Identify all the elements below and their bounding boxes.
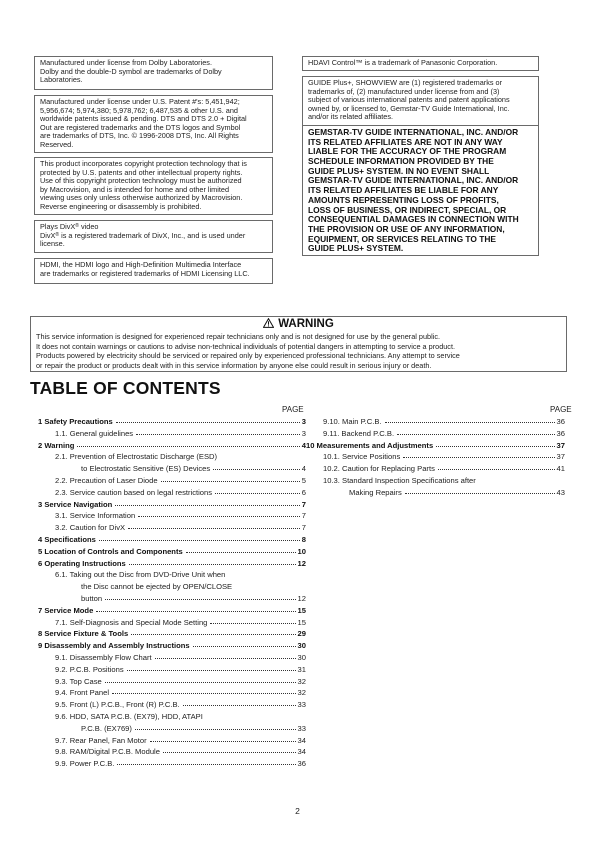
toc-leader-dots: [135, 729, 296, 730]
toc-entry[interactable]: [38, 618, 306, 628]
toc-entry-title: 10.3. Standard Inspection Specifications after: [323, 476, 476, 485]
toc-entry[interactable]: [306, 476, 565, 486]
toc-entry-title: 9.9. Power P.C.B.: [55, 759, 115, 769]
toc-entry-page: 6: [301, 487, 306, 497]
toc-entry-page: 10: [297, 546, 306, 556]
toc-leader-dots: [405, 493, 555, 494]
toc-entry-title: 2.2. Precaution of Laser Diode: [55, 476, 158, 485]
disclaimer-line: GUIDE PLUS+ SYSTEM. IN NO EVENT SHALL: [308, 165, 490, 176]
page-number: 2: [295, 806, 300, 816]
toc-entry-page: 32: [297, 688, 306, 698]
toc-entry-title: 7.1. Self-Diagnosis and Special Mode Setting: [55, 617, 208, 627]
toc-entry-page: 3: [301, 428, 306, 438]
toc-entry[interactable]: [306, 464, 565, 474]
guide-plus-line: owned by, or licensed to, Gemstar-TV Guide International, Inc.: [308, 103, 510, 113]
toc-entry-title: 6 Operating Instructions: [38, 558, 126, 568]
toc-entry-title: P.C.B. (EX769): [81, 723, 132, 733]
toc-entry[interactable]: [38, 535, 306, 545]
toc-entry-title: 9.6. HDD, SATA P.C.B. (EX79), HDD, ATAPI: [55, 712, 203, 721]
disclaimer-line: GEMSTAR-TV GUIDE INTERNATIONAL, INC. AND/OR: [308, 126, 519, 137]
notice-text: DivX: [40, 230, 56, 240]
toc-leader-dots: [161, 481, 300, 482]
toc-entry[interactable]: [38, 488, 306, 498]
guide-plus-notice: [302, 76, 539, 256]
disclaimer-line: CONSEQUENTIAL DAMAGES IN CONNECTION WITH: [308, 214, 519, 225]
notice-text: 5,956,674; 5,974,380; 5,978,762; 6,487,535 & other U.S. and: [40, 105, 238, 115]
toc-leader-dots: [215, 493, 300, 494]
toc-entry-page: 30: [297, 653, 306, 662]
warning-line: This service information is designed for experienced repair technicians only and is not designed for use by the general public.: [36, 332, 440, 341]
toc-entry-title: 9 Disassembly and Assembly Instructions: [38, 641, 190, 651]
warning-line: It does not contain warnings or cautions to advise non-technical individuals of potential dangers in attempting to service a product.: [36, 341, 456, 351]
toc-entry-page: 12: [297, 558, 306, 568]
toc-entry[interactable]: [38, 724, 306, 734]
toc-entry-title: 10.1. Service Positions: [323, 452, 401, 462]
toc-entry-title: 9.5. Front (L) P.C.B., Front (R) P.C.B.: [55, 700, 180, 710]
toc-entry-page: 4: [301, 464, 306, 474]
toc-entry-title: the Disc cannot be ejected by OPEN/CLOSE: [81, 582, 233, 592]
notice-line: [40, 232, 267, 241]
toc-entry[interactable]: [38, 441, 306, 451]
toc-page-label-right: PAGE: [550, 405, 572, 414]
toc-entry-title: 2 Warning: [38, 440, 75, 450]
toc-leader-dots: [385, 422, 555, 423]
toc-entry-title: 4 Specifications: [38, 535, 96, 544]
toc-entry-page: 30: [297, 641, 306, 651]
toc-entry-title: 9.7. Rear Panel, Fan Motor: [55, 735, 147, 745]
toc-entry[interactable]: [38, 712, 306, 722]
toc-leader-dots: [193, 646, 296, 647]
toc-entry-title: 6.1. Taking out the Disc from DVD-Drive Unit when: [55, 570, 226, 580]
dolby-notice: [34, 56, 273, 90]
toc-entry[interactable]: [38, 582, 306, 592]
notice-line: [40, 240, 267, 249]
notice-text: by Macrovision, and is intended for home and other limited: [40, 184, 230, 194]
toc-entry-title: button: [81, 594, 103, 603]
notice-text: Plays DivX: [40, 222, 76, 231]
toc-entry-title: 2.1. Prevention of Electrostatic Discharge (ESD): [55, 452, 218, 462]
toc-entry-page: 34: [297, 747, 306, 757]
warning-triangle-icon: [263, 318, 274, 328]
toc-entry-page: 37: [556, 440, 565, 450]
toc-entry[interactable]: [38, 570, 306, 580]
toc-entry[interactable]: [38, 464, 306, 474]
notice-line: [40, 270, 267, 279]
notice-text: This product incorporates copyright protection technology that is: [40, 159, 247, 168]
notice-line: [40, 76, 267, 85]
notice-text: worldwide patents issued & pending. DTS and DTS 2.0 + Digital: [40, 114, 247, 124]
registered-mark: ®: [55, 231, 60, 238]
toc-leader-dots: [117, 764, 296, 765]
toc-entry-title: to Electrostatic Sensitive (ES) Devices: [81, 464, 211, 474]
toc-entry[interactable]: [38, 747, 306, 757]
warning-text: [36, 332, 562, 370]
hdavi-notice: [302, 56, 539, 71]
toc-entry[interactable]: [38, 500, 306, 510]
toc-leader-dots: [127, 670, 296, 671]
toc-entry[interactable]: [306, 417, 565, 427]
toc-leader-dots: [213, 469, 300, 470]
disclaimer-line: ITS RELATED AFFILIATES ARE NOT IN ANY WAY: [308, 136, 503, 147]
toc-entry[interactable]: [38, 677, 306, 687]
guide-plus-line: trademarks of, (2) manufactured under license from and (3): [308, 86, 500, 96]
toc-leader-dots: [403, 457, 555, 458]
toc-entry-title: Making Repairs: [349, 487, 402, 497]
toc-leader-dots: [77, 446, 300, 447]
hdmi-notice: [34, 258, 273, 284]
toc-entry-title: 9.11. Backend P.C.B.: [323, 428, 395, 438]
notice-text: are trademarks of DTS, Inc. © 1996-2008 DTS, Inc. All Rights: [40, 131, 239, 141]
notice-line: [40, 203, 267, 212]
toc-entry[interactable]: [306, 441, 565, 451]
disclaimer-line: AMOUNTS REPRESENTING LOSS OF PROFITS,: [308, 194, 499, 205]
notice-text: Out are registered trademarks and the DTS logos and Symbol: [40, 122, 241, 132]
toc-leader-dots: [131, 634, 296, 635]
toc-entry-page: 33: [297, 723, 306, 733]
toc-entry[interactable]: [38, 653, 306, 663]
toc-entry[interactable]: [38, 511, 306, 521]
toc-entry-page: 5: [301, 476, 306, 485]
toc-entry-title: 8 Service Fixture & Tools: [38, 629, 129, 639]
toc-leader-dots: [129, 564, 296, 565]
toc-leader-dots: [397, 434, 555, 435]
toc-entry-title: 9.1. Disassembly Flow Chart: [55, 653, 152, 662]
toc-entry-page: 33: [297, 700, 306, 710]
toc-entry-title: 3.1. Service Information: [55, 511, 136, 521]
toc-leader-dots: [150, 741, 296, 742]
notice-line: [40, 141, 267, 150]
hdavi-text: HDAVI Control™ is a trademark of Panasonic Corporation.: [308, 58, 498, 67]
toc-entry-title: 10.2. Caution for Replacing Parts: [323, 464, 435, 474]
toc-entry-page: 36: [556, 417, 565, 426]
disclaimer-line: ITS RELATED AFFILIATES BE LIABLE FOR ANY: [308, 185, 499, 196]
toc-entry-title: 3 Service Navigation: [38, 499, 113, 509]
notice-text: Laboratories.: [40, 75, 83, 85]
toc-entry-page: 15: [297, 605, 306, 615]
notice-text: HDMI, the HDMI logo and High-Definition Multimedia Interface: [40, 260, 242, 269]
toc-entry-page: 29: [297, 629, 306, 639]
toc-entry-title: 9.2. P.C.B. Positions: [55, 664, 124, 674]
toc-entry[interactable]: [38, 523, 306, 533]
toc-entry[interactable]: [306, 488, 565, 498]
toc-entry-page: 32: [297, 676, 306, 686]
disclaimer-line: LOSS OF BUSINESS, OR INDIRECT, SPECIAL, OR: [308, 204, 507, 215]
toc-leader-dots: [163, 752, 296, 753]
notice-line: [40, 132, 267, 141]
toc-entry-page: 36: [556, 428, 565, 438]
toc-left-column: [38, 417, 306, 777]
notice-text: are trademarks or registered trademarks of HDMI Licensing LLC.: [40, 268, 250, 278]
toc-entry-page: 12: [297, 594, 306, 603]
toc-leader-dots: [183, 705, 296, 706]
toc-entry-page: 31: [297, 664, 306, 674]
toc-entry[interactable]: [38, 641, 306, 651]
macrovision-notice: [34, 157, 273, 215]
toc-entry-page: 43: [556, 487, 565, 497]
toc-leader-dots: [115, 505, 300, 506]
toc-leader-dots: [155, 658, 296, 659]
disclaimer-line: EQUIPMENT, OR SERVICES RELATING TO THE: [308, 233, 496, 244]
toc-entry-page: 7: [301, 499, 306, 509]
toc-entry[interactable]: [38, 417, 306, 427]
toc-entry-title: 1.1. General guidelines: [55, 428, 134, 438]
toc-entry-page: 4: [301, 440, 306, 450]
notice-text: license.: [40, 239, 65, 249]
toc-leader-dots: [116, 422, 300, 423]
toc-entry-page: 15: [297, 617, 306, 627]
toc-entry-title: 10 Measurements and Adjustments: [306, 440, 434, 450]
warning-title: WARNING: [278, 318, 334, 330]
toc-leader-dots: [105, 599, 296, 600]
notice-text: is a registered trademark of DivX, Inc., and is used under: [59, 230, 246, 240]
toc-leader-dots: [128, 528, 300, 529]
warning-line: Products powered by electricity should be serviced or repaired only by experienced professional technicians. Any attempt to service: [36, 351, 460, 361]
toc-leader-dots: [210, 623, 296, 624]
notice-text: Use of this copyright protection technology must be authorized: [40, 176, 242, 186]
toc-entry-page: 7: [301, 511, 306, 521]
disclaimer-line: SCHEDULE INFORMATION PROVIDED BY THE: [308, 156, 494, 167]
toc-entry[interactable]: [306, 452, 565, 462]
divx-notice: [34, 220, 273, 253]
toc-entry-page: 7: [301, 523, 306, 533]
toc-entry-page: 34: [297, 735, 306, 745]
toc-entry-page: 3: [301, 417, 306, 426]
toc-entry-title: 9.8. RAM/Digital P.C.B. Module: [55, 747, 160, 757]
toc-entry-title: 9.4. Front Panel: [55, 688, 110, 698]
toc-entry[interactable]: [38, 700, 306, 710]
toc-page-label-left: PAGE: [282, 405, 304, 414]
toc-leader-dots: [438, 469, 555, 470]
notice-text: Reverse engineering or disassembly is prohibited.: [40, 201, 202, 211]
toc-entry-page: 37: [556, 452, 565, 462]
notice-text: viewing uses only unless otherwise authorized by Macrovision.: [40, 193, 243, 203]
toc-entry-title: 7 Service Mode: [38, 605, 94, 615]
toc-leader-dots: [96, 611, 296, 612]
warning-line: or repair the product or products dealt with in this service information by anyone else could result in serious injury or death.: [36, 360, 432, 370]
notice-text: Reserved.: [40, 139, 74, 149]
toc-leader-dots: [112, 693, 296, 694]
toc-title: TABLE OF CONTENTS: [30, 378, 221, 398]
notice-text: video: [78, 222, 99, 231]
toc-leader-dots: [136, 434, 300, 435]
guide-plus-line: and/or its related affiliates.: [308, 112, 394, 122]
toc-entry[interactable]: [38, 688, 306, 698]
toc-entry[interactable]: [38, 429, 306, 439]
toc-entry[interactable]: [38, 629, 306, 639]
toc-entry[interactable]: [38, 759, 306, 769]
toc-entry-title: 3.2. Caution for DivX: [55, 523, 126, 533]
disclaimer-line: LIABLE FOR THE ACCURACY OF THE PROGRAM: [308, 146, 507, 157]
warning-heading: [31, 318, 566, 331]
toc-entry-page: 41: [556, 464, 565, 474]
toc-entry-page: 8: [301, 535, 306, 544]
dts-notice: [34, 95, 273, 153]
toc-entry-title: 5 Location of Controls and Components: [38, 546, 183, 556]
notice-text: protected by U.S. patents and other intellectual property rights.: [40, 167, 243, 177]
notice-text: Manufactured under license under U.S. Patent #'s: 5,451,942;: [40, 97, 240, 106]
toc-leader-dots: [436, 446, 555, 447]
toc-entry-title: 9.3. Top Case: [55, 676, 102, 686]
toc-entry-title: 2.3. Service caution based on legal restrictions: [55, 487, 213, 497]
warning-box: [30, 316, 567, 372]
toc-entry[interactable]: [38, 665, 306, 675]
toc-entry-page: 36: [297, 759, 306, 769]
toc-leader-dots: [99, 540, 300, 541]
toc-entry[interactable]: [38, 476, 306, 486]
guide-plus-line: subject of various international patents and patent applications: [308, 95, 510, 105]
disclaimer-line: THE PROVISION OR USE OF ANY INFORMATION,: [308, 224, 505, 234]
toc-leader-dots: [105, 682, 296, 683]
toc-entry[interactable]: [38, 452, 306, 462]
guide-plus-line: GUIDE Plus+, SHOWVIEW are (1) registered trademarks or: [308, 78, 503, 87]
toc-entry[interactable]: [38, 547, 306, 557]
disclaimer-line: GEMSTAR-TV GUIDE INTERNATIONAL, INC. AND/OR: [308, 175, 519, 186]
notice-text: Dolby and the double-D symbol are trademarks of Dolby: [40, 66, 222, 76]
toc-right-column: [306, 417, 565, 497]
toc-entry[interactable]: [38, 559, 306, 569]
toc-leader-dots: [186, 552, 296, 553]
toc-entry[interactable]: [38, 736, 306, 746]
toc-entry-title: 9.10. Main P.C.B.: [323, 417, 382, 426]
toc-leader-dots: [138, 516, 300, 517]
toc-entry[interactable]: [306, 429, 565, 439]
notice-text: Manufactured under license from Dolby Laboratories.: [40, 58, 212, 67]
disclaimer-line: GUIDE PLUS+ SYSTEM.: [308, 243, 404, 254]
toc-entry[interactable]: [38, 606, 306, 616]
toc-entry-title: 1 Safety Precautions: [38, 417, 113, 426]
toc-entry[interactable]: [38, 594, 306, 604]
registered-mark: ®: [75, 223, 79, 229]
